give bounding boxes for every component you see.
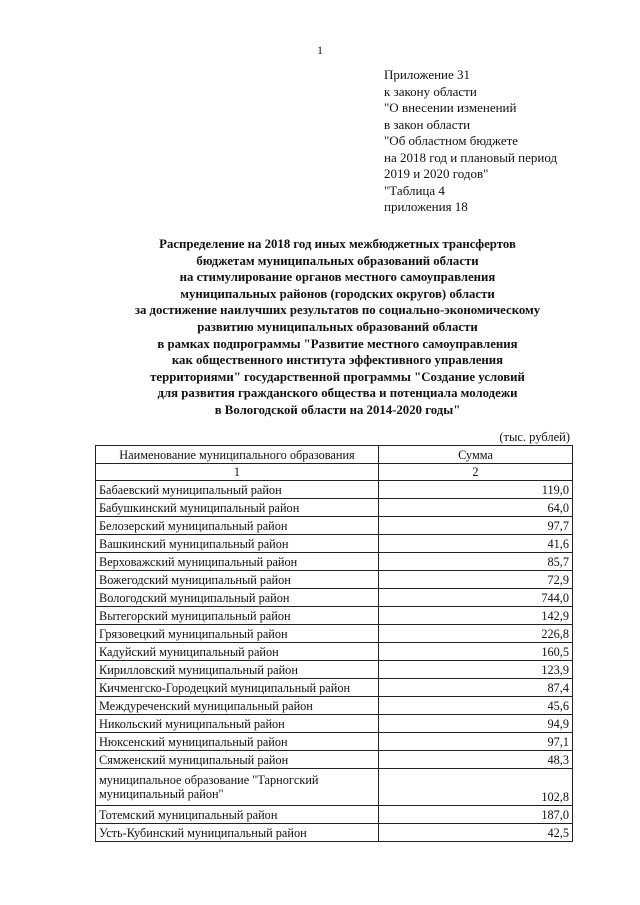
amount: 85,7 [379, 553, 573, 571]
municipality-name: Нюксенский муниципальный район [96, 733, 379, 751]
municipality-name: Бабушкинский муниципальный район [96, 499, 379, 517]
municipality-name: Усть-Кубинский муниципальный район [96, 824, 379, 842]
amount: 97,1 [379, 733, 573, 751]
amount: 142,9 [379, 607, 573, 625]
amount: 123,9 [379, 661, 573, 679]
appendix-line: "Таблица 4 [384, 182, 445, 198]
table-row [96, 481, 573, 499]
table-row [96, 517, 573, 535]
column-header-sum: Сумма [379, 446, 573, 464]
municipality-name: Вашкинский муниципальный район [96, 535, 379, 553]
municipality-name: Кирилловский муниципальный район [96, 661, 379, 679]
column-index: 1 [96, 464, 379, 481]
title-line: в Вологодской области на 2014-2020 годы" [214, 402, 461, 417]
appendix-reference [384, 67, 557, 216]
table-row [96, 806, 573, 824]
municipality-name: Вологодский муниципальный район [96, 589, 379, 607]
appendix-line: приложения 18 [384, 199, 468, 214]
table-row [96, 824, 573, 842]
table-row [96, 661, 573, 679]
municipality-name: Верховажский муниципальный район [96, 553, 379, 571]
amount: 48,3 [379, 751, 573, 769]
appendix-line: "О внесении изменений [384, 100, 517, 115]
appendix-line: к закону области [384, 83, 477, 99]
title-line: в рамках подпрограммы "Развитие местного самоуправления [157, 336, 518, 351]
page-number: 1 [317, 43, 323, 57]
municipality-name: Тотемский муниципальный район [96, 806, 379, 824]
amount: 160,5 [379, 643, 573, 661]
municipality-name: Вожегодский муниципальный район [96, 571, 379, 589]
table-row [96, 535, 573, 553]
municipality-name [96, 769, 379, 806]
appendix-line: в закон области [384, 116, 471, 132]
municipality-name-line: муниципальное образование "Тарногский [99, 773, 319, 787]
column-header-name: Наименование муниципального образования [96, 446, 379, 464]
amount: 119,0 [379, 481, 573, 499]
table-row [96, 751, 573, 769]
table-row [96, 607, 573, 625]
amount: 744,0 [379, 589, 573, 607]
municipality-name: Белозерский муниципальный район [96, 517, 379, 535]
amount: 97,7 [379, 517, 573, 535]
appendix-line: "Об областном бюджете [384, 133, 519, 148]
amount: 187,0 [379, 806, 573, 824]
amount: 87,4 [379, 679, 573, 697]
table-row [96, 733, 573, 751]
table-row [96, 625, 573, 643]
table-row [96, 553, 573, 571]
table-row [96, 589, 573, 607]
column-index-row [96, 464, 573, 481]
appendix-line: Приложение 31 [384, 67, 471, 82]
municipality-name: Вытегорский муниципальный район [96, 607, 379, 625]
amount: 102,8 [379, 769, 573, 806]
table-row [96, 697, 573, 715]
municipality-name: Междуреченский муниципальный район [96, 697, 379, 715]
municipality-name-line: муниципальный район" [99, 787, 224, 801]
title-line: для развития гражданского общества и потенциала молодежи [157, 386, 518, 401]
title-line: развитию муниципальных образований области [197, 319, 478, 334]
title-line: территориями" государственной программы "Создание условий [150, 369, 525, 384]
table-row [96, 679, 573, 697]
title-line: как общественного института эффективного управления [171, 353, 504, 368]
amount: 42,5 [379, 824, 573, 842]
municipality-name: Сямженский муниципальный район [96, 751, 379, 769]
units-label: (тыс. рублей) [499, 430, 570, 444]
municipality-name: Никольский муниципальный район [96, 715, 379, 733]
amount: 94,9 [379, 715, 573, 733]
document-title [60, 236, 615, 419]
table-header-row [96, 446, 573, 464]
amount: 226,8 [379, 625, 573, 643]
appendix-line: на 2018 год и плановый период [384, 149, 558, 165]
amount: 64,0 [379, 499, 573, 517]
municipality-name: Кичменгско-Городецкий муниципальный район [96, 679, 379, 697]
title-line: муниципальных районов (городских округов) области [180, 286, 495, 301]
title-line: на стимулирование органов местного самоуправления [179, 270, 496, 285]
table-row [96, 571, 573, 589]
table-row [96, 643, 573, 661]
municipality-name: Грязовецкий муниципальный район [96, 625, 379, 643]
amount: 41,6 [379, 535, 573, 553]
municipality-name: Кадуйский муниципальный район [96, 643, 379, 661]
distribution-table [95, 445, 573, 842]
title-line: за достижение наилучших результатов по социально-экономическому [134, 303, 541, 318]
table-row [96, 499, 573, 517]
municipality-name: Бабаевский муниципальный район [96, 481, 379, 499]
appendix-line: 2019 и 2020 годов" [384, 166, 489, 181]
title-line: Распределение на 2018 год иных межбюджетных трансфертов [159, 237, 516, 251]
table-row [96, 769, 573, 806]
table-row [96, 715, 573, 733]
column-index: 2 [379, 464, 573, 481]
amount: 72,9 [379, 571, 573, 589]
title-line: бюджетам муниципальных образований области [196, 253, 479, 268]
amount: 45,6 [379, 697, 573, 715]
